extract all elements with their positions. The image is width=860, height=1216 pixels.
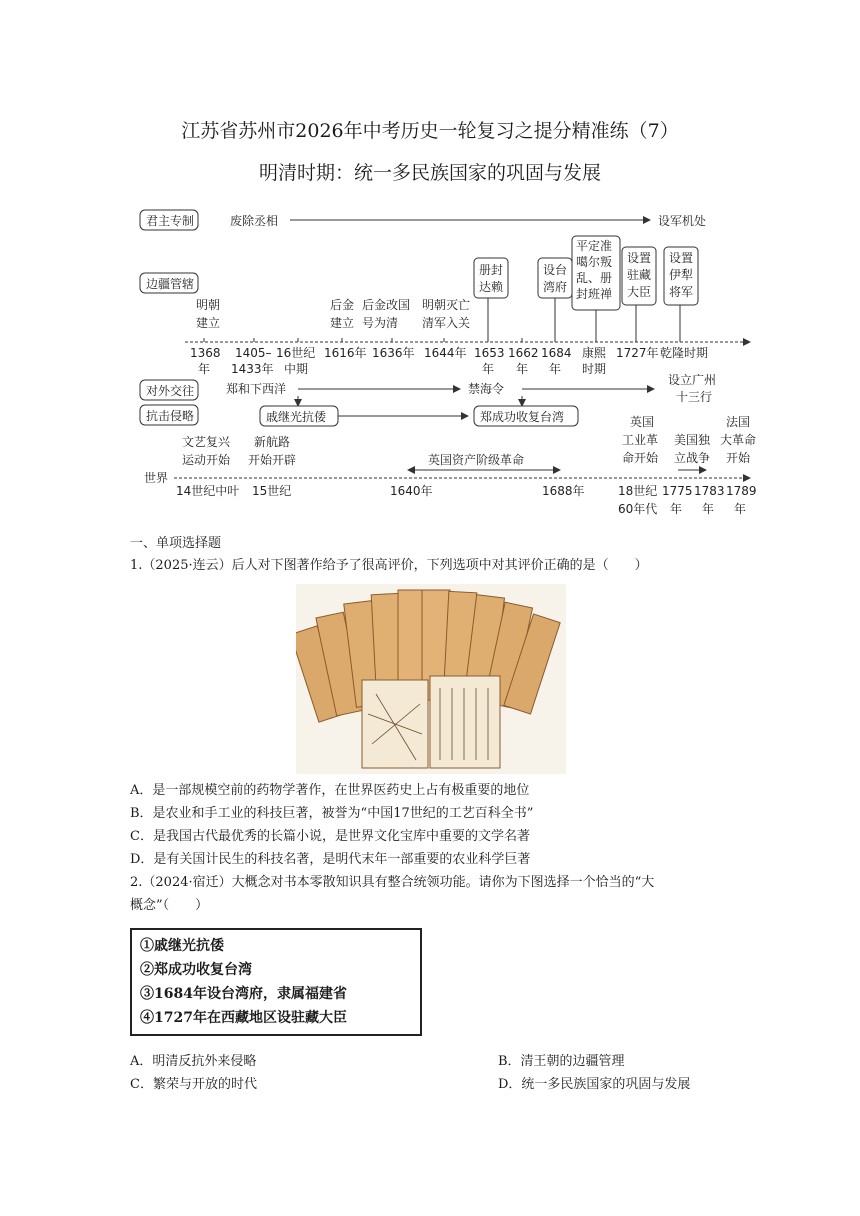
document-subtitle: 明清时期：统一多民族国家的巩固与发展 xyxy=(258,162,601,184)
svg-text:1688年: 1688年 xyxy=(542,484,585,498)
svg-text:郑成功收复台湾: 郑成功收复台湾 xyxy=(480,410,565,424)
svg-text:平定准: 平定准 xyxy=(576,239,613,253)
svg-text:达赖: 达赖 xyxy=(479,280,504,294)
category-box-border xyxy=(140,273,198,293)
material-item: ④1727年在西藏地区设驻藏大臣 xyxy=(140,1010,347,1026)
q1-option-b: B．是农业和手工业的科技巨著，被誉为“中国17世纪的工艺百科全书” xyxy=(130,806,534,821)
svg-text:建立: 建立 xyxy=(196,316,221,330)
svg-text:15世纪: 15世纪 xyxy=(252,484,292,498)
timeline-diagram xyxy=(130,200,760,520)
q1-option-a: A．是一部规模空前的药物学著作，在世界医药史上占有极重要的地位 xyxy=(130,783,530,798)
svg-text:1636年: 1636年 xyxy=(372,346,415,360)
svg-text:乾隆时期: 乾隆时期 xyxy=(660,346,709,360)
svg-text:年: 年 xyxy=(702,502,715,516)
svg-text:伊犁: 伊犁 xyxy=(669,268,694,282)
svg-text:年: 年 xyxy=(482,362,495,376)
svg-text:运动开始: 运动开始 xyxy=(182,453,231,467)
svg-text:对外交往: 对外交往 xyxy=(146,384,195,398)
svg-text:1368: 1368 xyxy=(190,346,221,360)
svg-text:年: 年 xyxy=(516,362,529,376)
svg-text:开始: 开始 xyxy=(726,451,751,465)
svg-text:建立: 建立 xyxy=(330,316,355,330)
svg-text:1640年: 1640年 xyxy=(390,484,433,498)
svg-text:号为清: 号为清 xyxy=(362,316,399,330)
svg-text:立战争: 立战争 xyxy=(674,451,711,465)
box-dalai xyxy=(474,258,508,298)
svg-text:边疆管辖: 边疆管辖 xyxy=(146,277,195,291)
svg-text:年: 年 xyxy=(734,502,747,516)
q2-stem-line1: 2.（2024·宿迁）大概念对书本零散知识具有整合统领功能。请你为下图选择一个恰当的“大 xyxy=(130,875,655,890)
svg-text:60年代: 60年代 xyxy=(618,502,658,516)
svg-text:明朝灭亡: 明朝灭亡 xyxy=(422,298,471,312)
svg-text:1644年: 1644年 xyxy=(424,346,467,360)
box-tibet-minister xyxy=(622,247,656,305)
svg-text:册封: 册封 xyxy=(479,263,504,277)
svg-text:清军入关: 清军入关 xyxy=(422,316,471,330)
world-label: 世界 xyxy=(144,471,169,485)
svg-text:年: 年 xyxy=(670,502,683,516)
svg-text:后金改国: 后金改国 xyxy=(362,298,411,312)
svg-text:十三行: 十三行 xyxy=(676,390,713,404)
category-box-foreign xyxy=(140,380,198,400)
svg-text:时期: 时期 xyxy=(582,362,607,376)
svg-text:1684: 1684 xyxy=(541,346,572,360)
ancient-books-photo xyxy=(296,584,566,774)
svg-text:戚继光抗倭: 戚继光抗倭 xyxy=(266,410,327,424)
box-qijiguang xyxy=(260,406,338,426)
svg-text:美国独: 美国独 xyxy=(674,433,711,447)
q2-material-box xyxy=(130,928,422,1036)
svg-text:开始开辟: 开始开辟 xyxy=(248,453,297,467)
svg-text:大臣: 大臣 xyxy=(627,285,652,299)
svg-text:工业革: 工业革 xyxy=(622,433,659,447)
box-zhengchenggong xyxy=(474,406,578,426)
material-item: ②郑成功收复台湾 xyxy=(140,962,252,978)
svg-text:16世纪: 16世纪 xyxy=(276,346,316,360)
q2-option-d: D．统一多民族国家的巩固与发展 xyxy=(498,1077,691,1092)
svg-text:法国: 法国 xyxy=(726,415,751,429)
q2-option-a: A．明清反抗外来侵略 xyxy=(130,1054,257,1069)
svg-text:封班禅: 封班禅 xyxy=(576,287,613,301)
q2-stem-line2: 概念”（ ） xyxy=(130,898,209,913)
svg-text:乱、册: 乱、册 xyxy=(576,271,613,285)
svg-text:年: 年 xyxy=(549,362,562,376)
box-dzungar xyxy=(572,236,620,310)
category-box-resistance xyxy=(140,405,198,425)
material-item: ③1684年设台湾府，隶属福建省 xyxy=(140,986,347,1002)
document-title: 江苏省苏州市2026年中考历史一轮复习之提分精准练（7） xyxy=(181,120,679,142)
event-sea-ban: 禁海令 xyxy=(468,382,505,396)
q2-option-b: B．清王朝的边疆管理 xyxy=(498,1054,625,1069)
svg-text:将军: 将军 xyxy=(669,285,694,299)
q2-option-c: C．繁荣与开放的时代 xyxy=(130,1077,257,1092)
svg-text:1405–: 1405– xyxy=(235,346,272,360)
section-heading: 一、单项选择题 xyxy=(130,536,222,551)
svg-text:明朝: 明朝 xyxy=(196,298,221,312)
svg-text:抗击侵略: 抗击侵略 xyxy=(146,409,195,423)
svg-text:大革命: 大革命 xyxy=(720,433,757,447)
svg-text:设置: 设置 xyxy=(669,251,694,265)
svg-text:中期: 中期 xyxy=(284,362,309,376)
svg-text:英国: 英国 xyxy=(630,415,655,429)
box-ili-general xyxy=(664,247,698,305)
svg-text:噶尔叛: 噶尔叛 xyxy=(576,255,613,269)
svg-text:14世纪中叶: 14世纪中叶 xyxy=(176,484,240,498)
svg-text:设台: 设台 xyxy=(543,263,568,277)
event-zhenghe: 郑和下西洋 xyxy=(226,382,287,396)
svg-text:1783: 1783 xyxy=(694,484,725,498)
svg-text:命开始: 命开始 xyxy=(622,451,659,465)
svg-text:设置: 设置 xyxy=(627,251,652,265)
svg-text:1433年: 1433年 xyxy=(231,362,274,376)
svg-text:湾府: 湾府 xyxy=(543,280,568,294)
category-box-autocracy xyxy=(140,210,198,230)
event-abolish-chancellor: 废除丞相 xyxy=(230,214,279,228)
svg-text:新航路: 新航路 xyxy=(254,435,291,449)
svg-text:年: 年 xyxy=(198,362,211,376)
svg-text:1789: 1789 xyxy=(726,484,757,498)
q1-stem: 1.（2025·连云）后人对下图著作给予了很高评价，下列选项中对其评价正确的是（ ） xyxy=(130,558,648,573)
svg-text:1662: 1662 xyxy=(508,346,539,360)
svg-text:康熙: 康熙 xyxy=(582,346,607,360)
event-grand-council: 设军机处 xyxy=(658,214,707,228)
svg-text:1775: 1775 xyxy=(662,484,693,498)
svg-text:1727年: 1727年 xyxy=(616,346,659,360)
svg-text:1616年: 1616年 xyxy=(324,346,367,360)
q1-option-d: D．是有关国计民生的科技名著，是明代末年一部重要的农业科学巨著 xyxy=(130,852,531,867)
material-item: ①戚继光抗倭 xyxy=(140,938,224,954)
svg-text:驻藏: 驻藏 xyxy=(627,268,652,282)
q1-option-c: C．是我国古代最优秀的长篇小说，是世界文化宝库中重要的文学名著 xyxy=(130,829,530,844)
svg-text:后金: 后金 xyxy=(330,298,355,312)
svg-text:1653: 1653 xyxy=(474,346,505,360)
box-taiwan-prefecture xyxy=(538,258,572,298)
svg-text:英国资产阶级革命: 英国资产阶级革命 xyxy=(428,453,525,467)
svg-text:文艺复兴: 文艺复兴 xyxy=(182,435,231,449)
svg-text:18世纪: 18世纪 xyxy=(618,484,658,498)
svg-text:君主专制: 君主专制 xyxy=(146,214,195,228)
svg-text:设立广州: 设立广州 xyxy=(668,373,717,387)
